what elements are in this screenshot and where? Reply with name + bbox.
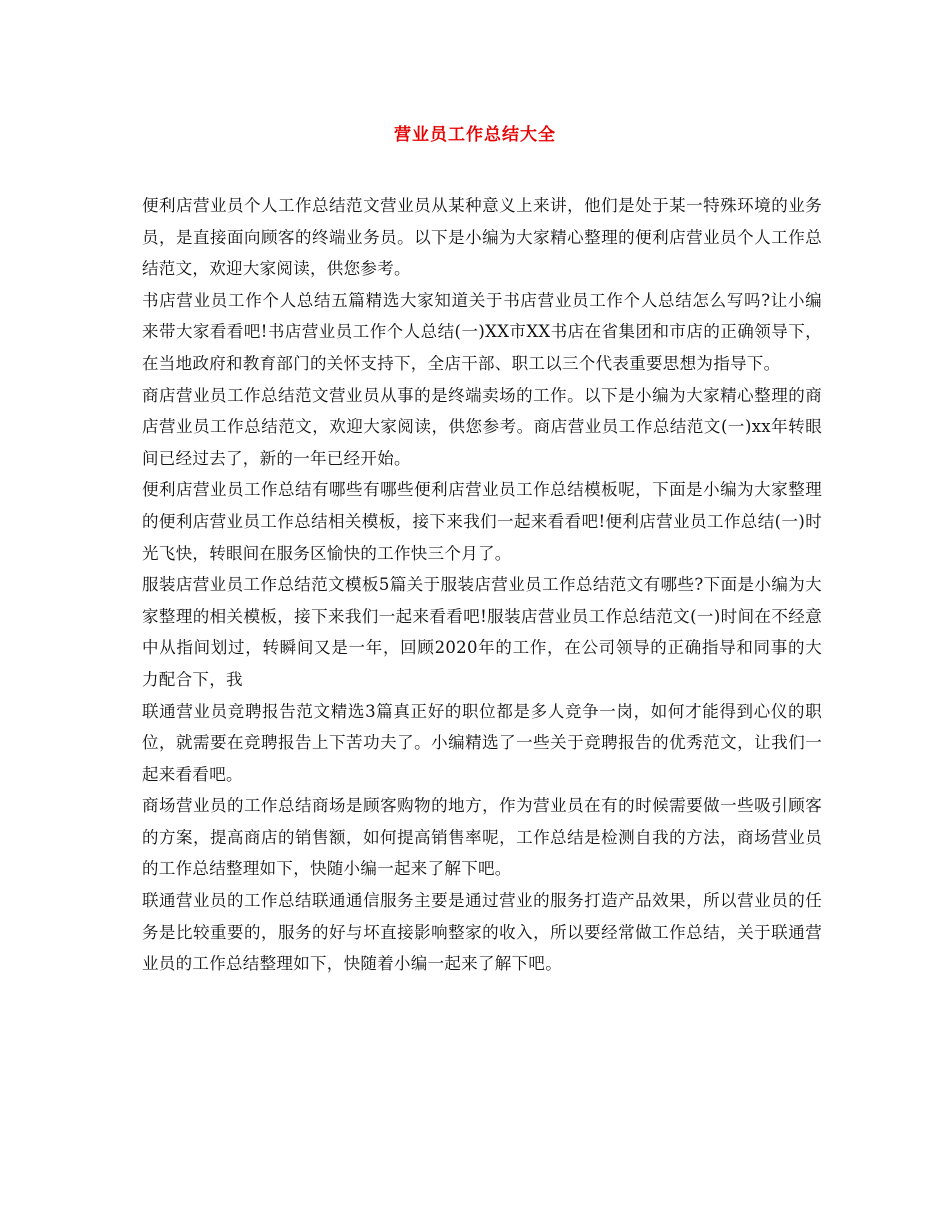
paragraph-convenience-store-template: 便利店营业员工作总结有哪些有哪些便利店营业员工作总结模板呢，下面是小编为大家整理的便利店营业员工作总结相关模板，接下来我们一起来看看吧!便利店营业员工作总结(一)时光飞快，转眼间在服务区愉快的工作快三个月了。 (142, 480, 822, 563)
document-body (142, 190, 822, 980)
paragraph-convenience-store-summary: 便利店营业员个人工作总结范文营业员从某种意义上来讲，他们是处于某一特殊环境的业务员，是直接面向顾客的终端业务员。以下是小编为大家精心整理的便利店营业员个人工作总结范文，欢迎大家阅读，供您参考。 (142, 196, 822, 279)
paragraph-unicom-competition-report: 联通营业员竞聘报告范文精选3篇真正好的职位都是多人竞争一岗，如何才能得到心仪的职位，就需要在竞聘报告上下苦功夫了。小编精选了一些关于竞聘报告的优秀范文，让我们一起来看看吧。 (142, 701, 822, 784)
paragraph-shop-summary: 商店营业员工作总结范文营业员从事的是终端卖场的工作。以下是小编为大家精心整理的商店营业员工作总结范文，欢迎大家阅读，供您参考。商店营业员工作总结范文(一)xx年转眼间已经过去了，新的一年已经开始。 (142, 385, 822, 468)
paragraph-bookstore-summary: 书店营业员工作个人总结五篇精选大家知道关于书店营业员工作个人总结怎么写吗?让小编来带大家看看吧!书店营业员工作个人总结(一)XX市XX书店在省集团和市店的正确领导下，在当地政府和教育部门的关怀支持下，全店干部、职工以三个代表重要思想为指导下。 (142, 290, 822, 373)
paragraph-mall-summary: 商场营业员的工作总结商场是顾客购物的地方，作为营业员在有的时候需要做一些吸引顾客的方案，提高商店的销售额，如何提高销售率呢，工作总结是检测自我的方法，商场营业员的工作总结整理如下，快随小编一起来了解下吧。 (142, 796, 822, 879)
paragraph-clothing-store-summary: 服装店营业员工作总结范文模板5篇关于服装店营业员工作总结范文有哪些?下面是小编为大家整理的相关模板，接下来我们一起来看看吧!服装店营业员工作总结范文(一)时间在不经意中从指间划过，转瞬间又是一年，回顾2020年的工作，在公司领导的正确指导和同事的大力配合下，我 (142, 575, 822, 689)
page-title: 营业员工作总结大全 (394, 125, 556, 145)
paragraph-unicom-summary: 联通营业员的工作总结联通通信服务主要是通过营业的服务打造产品效果，所以营业员的任务是比较重要的，服务的好与坏直接影响整家的收入，所以要经常做工作总结，关于联通营业员的工作总结整理如下，快随着小编一起来了解下吧。 (142, 891, 822, 974)
